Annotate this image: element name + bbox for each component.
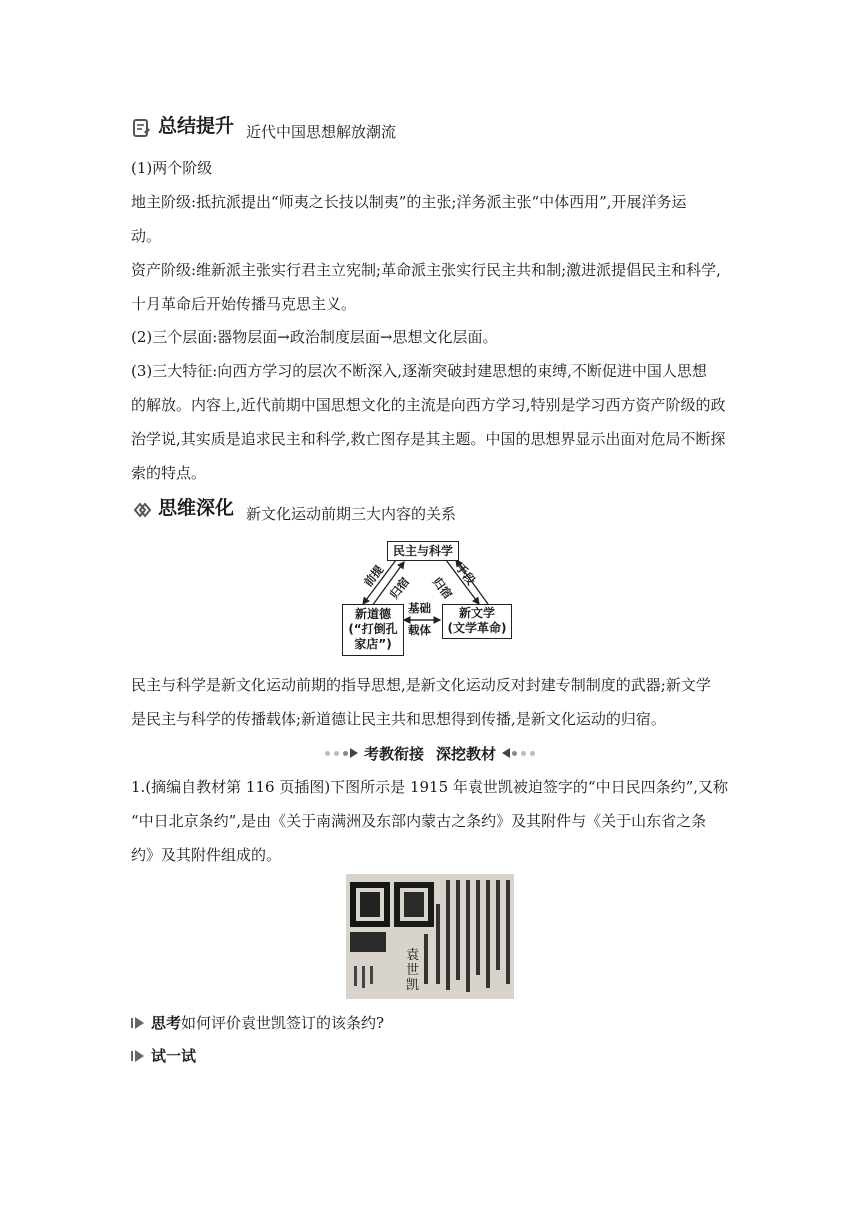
summary-heading [132, 114, 397, 141]
diagram-right-box [442, 604, 512, 639]
link-icon [132, 500, 152, 520]
banner-dot [530, 751, 535, 756]
banner-dot [343, 751, 348, 756]
banner-dot [325, 751, 330, 756]
deepen-line: 民主与科学是新文化运动前期的指导思想,是新文化运动反对封建专制制度的武器;新文学 [131, 676, 711, 694]
banner-arrow-left-icon [502, 748, 510, 758]
summary-line: 动。 [131, 227, 162, 245]
summary-line: 索的特点。 [131, 464, 207, 482]
relation-diagram [336, 540, 526, 658]
label-guisu-left: 归宿 [386, 574, 413, 602]
diagram-left-line: 新道德 [354, 607, 391, 621]
diagram-right-line: 新文学 [458, 606, 495, 620]
summary-line: (2)三个层面:器物层面→政治制度层面→思想文化层面。 [131, 328, 498, 346]
question-line: 约》及其附件组成的。 [131, 846, 282, 864]
treaty-photo [346, 874, 514, 999]
summary-line: 治学说,其实质是追求民主和科学,救亡图存是其主题。中国的思想界显示出面对危局不断探 [131, 430, 726, 448]
play-icon [131, 1049, 147, 1063]
banner-right: 深挖教材 [436, 744, 497, 763]
think-label: 思考 [151, 1014, 182, 1032]
think-text: 如何评价袁世凯签订的该条约? [181, 1013, 385, 1032]
summary-line: (3)三大特征:向西方学习的层次不断深入,逐渐突破封建思想的束缚,不断促进中国人思想 [131, 362, 707, 380]
summary-line: 的解放。内容上,近代前期中国思想文化的主流是向西方学习,特别是学习西方资产阶级的政 [131, 396, 726, 414]
label-shouduan: 手段 [452, 560, 479, 588]
question-line: 1.(摘编自教材第 116 页插图)下图所示是 1915 年袁世凯被迫签字的“中日民四条约”,又称 [131, 778, 729, 796]
label-jichu: 基础 [408, 601, 431, 615]
deepen-subtitle: 新文化运动前期三大内容的关系 [246, 505, 457, 523]
label-zaiti: 载体 [408, 623, 431, 637]
summary-line: 地主阶级:抵抗派提出“师夷之长技以制夷”的主张;洋务派主张“中体西用”,开展洋务运 [131, 193, 687, 211]
label-qianti: 前提 [360, 562, 387, 590]
treaty-image [346, 874, 514, 999]
question-line: “中日北京条约”,是由《关于南满洲及东部内蒙古之条约》及其附件与《关于山东省之条 [131, 812, 707, 830]
section-banner [300, 742, 560, 764]
diagram-left-line: (“打倒孔 [348, 622, 398, 636]
try-label: 试一试 [151, 1047, 197, 1065]
label-guisu-right: 归宿 [429, 574, 456, 602]
deepen-heading [132, 496, 457, 523]
diagram-left-line: 家店”) [354, 637, 392, 651]
diagram-right-line: (文学革命) [447, 621, 507, 635]
summary-line: (1)两个阶级 [131, 159, 213, 177]
banner-dot [512, 751, 517, 756]
deepen-title: 思维深化 [158, 497, 235, 519]
banner-arrow-right-icon [350, 748, 358, 758]
summary-title: 总结提升 [158, 115, 235, 137]
banner-dot [521, 751, 526, 756]
diagram-left-box [342, 604, 404, 656]
play-icon [131, 1016, 147, 1030]
summary-icon [132, 118, 152, 138]
diagram-top-box: 民主与科学 [387, 541, 459, 561]
summary-subtitle: 近代中国思想解放潮流 [246, 123, 397, 141]
think-row [131, 1012, 384, 1033]
try-row [131, 1045, 196, 1066]
deepen-line: 是民主与科学的传播载体;新道德让民主共和思想得到传播,是新文化运动的归宿。 [131, 710, 666, 728]
summary-line: 资产阶级:维新派主张实行君主立宪制;革命派主张实行民主共和制;激进派提倡民主和科学, [131, 261, 721, 279]
banner-left: 考教衔接 [363, 744, 424, 763]
photo-caption: 袁世凯 [406, 948, 420, 993]
banner-dot [334, 751, 339, 756]
summary-line: 十月革命后开始传播马克思主义。 [131, 295, 357, 313]
